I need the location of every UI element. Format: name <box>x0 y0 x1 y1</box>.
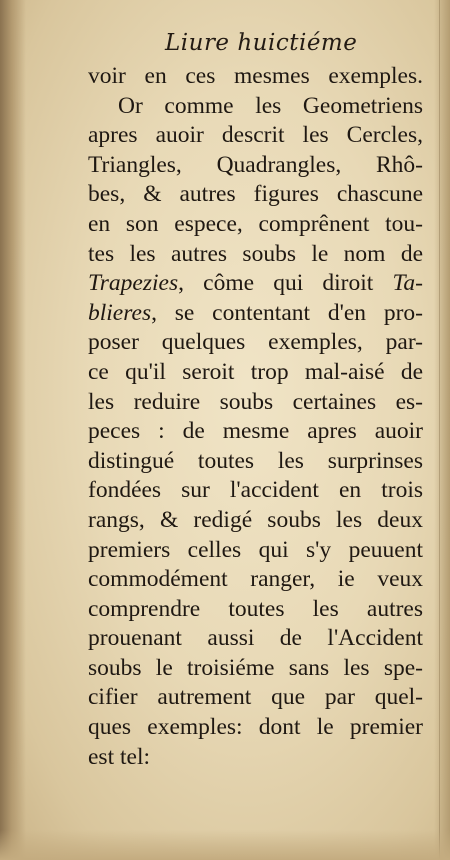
text-line: soubs le troisiéme sans les spe- <box>88 654 423 681</box>
text-line: premiers celles qui s'y peuuent <box>88 536 423 563</box>
page-gutter-shadow <box>0 0 26 860</box>
text-line: blieres, se contentant d'en pro- <box>88 299 423 326</box>
text-line: cifier autrement que par quel- <box>88 684 423 711</box>
text-line: commodément ranger, ie veux <box>88 566 423 593</box>
text-line: Triangles, Quadrangles, Rhô- <box>88 151 423 178</box>
text-line: fondées sur l'accident en trois <box>88 477 423 504</box>
text-line: bes, & autres figures chascune <box>88 181 423 208</box>
italic-term: blieres <box>88 299 152 326</box>
italic-term: Ta- <box>392 270 423 297</box>
text-line: Trapezies, côme qui diroit Ta- <box>88 270 423 297</box>
body-text <box>88 62 423 772</box>
text-line: Or comme les Geometriens <box>118 92 423 119</box>
text-line: est tel: <box>88 743 150 770</box>
page-fold-line <box>439 0 440 860</box>
text-line: tes les autres soubs le nom de <box>88 240 423 267</box>
text-line: distingué toutes les surprinses <box>88 447 423 474</box>
text-line: voir en ces mesmes exemples. <box>88 63 423 89</box>
page-bottom-edge-shadow <box>0 830 450 860</box>
text-line: prouenant aussi de l'Accident <box>88 625 423 652</box>
page-right-edge-shadow <box>434 0 450 860</box>
italic-term: Trapezies <box>88 270 179 297</box>
text-line: ce qu'il seroit trop mal-aisé de <box>88 358 423 385</box>
running-head: Liure huictiéme <box>165 30 358 56</box>
text-line: rangs, & redigé soubs les deux <box>88 506 423 533</box>
text-line: comprendre toutes les autres <box>88 595 423 622</box>
text-line: ques exemples: dont le premier <box>88 714 423 741</box>
text-line: peces : de mesme apres auoir <box>88 418 423 445</box>
text-line: apres auoir descrit les Cercles, <box>88 122 423 149</box>
text-line: en son espece, comprênent tou- <box>88 210 423 237</box>
text-line: les reduire soubs certaines es- <box>88 388 423 415</box>
text-line: poser quelques exemples, par- <box>88 329 423 356</box>
